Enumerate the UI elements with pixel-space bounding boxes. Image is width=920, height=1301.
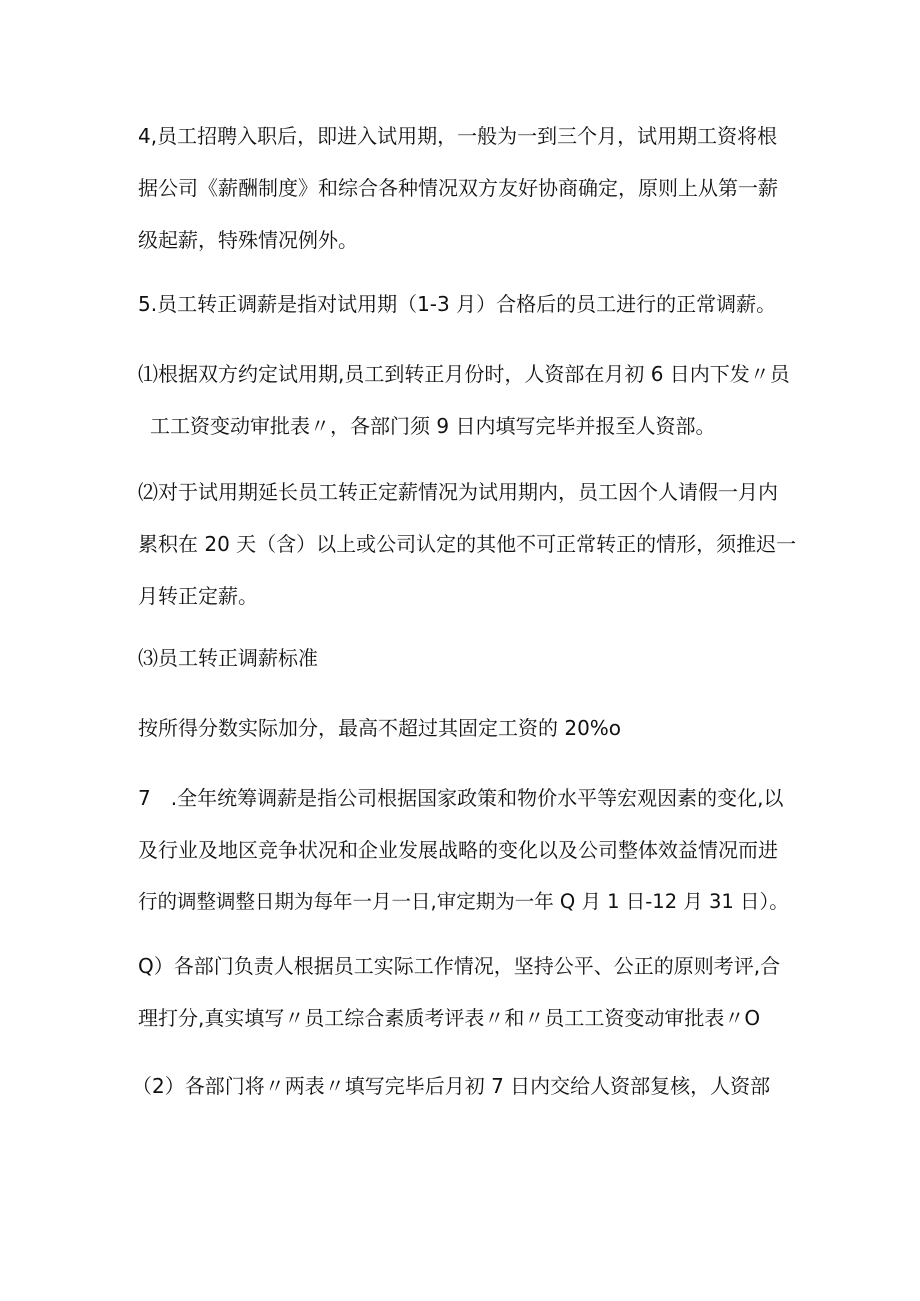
paragraph-score: [138, 702, 798, 754]
text-line: 4,员工招聘入职后，即进入试用期，一般为一到三个月，试用期工资将根: [138, 124, 778, 148]
text-line: 7 .全年统筹调薪是指公司根据国家政策和物价水平等宏观因素的变化,以: [138, 786, 784, 810]
text-line: ⑴根据双方约定试用期,员工到转正月份时，人资部在月初 6 日内下发〃员: [138, 362, 790, 386]
text-line: 级起薪，特殊情况例外。: [138, 228, 358, 252]
text-line: 及行业及地区竞争状况和企业发展战略的变化以及公司整体效益情况而进: [138, 838, 778, 862]
paragraph-sub-2: [138, 466, 798, 622]
text-line: ⑵对于试用期延长员工转正定薪情况为试用期内，员工因个人请假一月内: [138, 480, 778, 504]
text-line: 月转正定薪。: [138, 584, 258, 608]
text-line: Q）各部门负责人根据员工实际工作情况，坚持公平、公正的原则考评,合: [138, 954, 781, 978]
paragraph-sub-q: [138, 940, 798, 1044]
text-line: 行的调整调整日期为每年一月一日,审定期为一年 Q 月 1 日-12 月 31 日）。: [138, 890, 789, 913]
paragraph-sub-2b: [132, 1060, 792, 1112]
paragraph-item-4: [138, 110, 798, 266]
paragraph-item-7: [138, 772, 798, 928]
text-line: 工工资变动审批表〃，各部门须 9 日内填写完毕并报至人资部。: [150, 414, 716, 438]
text-line: 据公司《薪酬制度》和综合各种情况双方友好协商确定，原则上从第一薪: [138, 176, 778, 200]
text-line: 按所得分数实际加分，最高不超过其固定工资的 20%o: [138, 716, 622, 740]
text-line: （2）各部门将〃两表〃填写完毕后月初 7 日内交给人资部复核，人资部: [132, 1074, 771, 1098]
text-line: 累积在 20 天（含）以上或公司认定的其他不可正常转正的情形，须推迟一: [138, 532, 797, 556]
paragraph-sub-1: [138, 348, 798, 452]
text-line: 理打分,真实填写〃员工综合素质考评表〃和〃员工工资变动审批表〃O: [138, 1006, 761, 1030]
text-line: ⑶员工转正调薪标准: [138, 646, 318, 670]
text-line: 5.员工转正调薪是指对试用期（1-3 月）合格后的员工进行的正常调薪。: [138, 292, 777, 316]
paragraph-item-5: [138, 278, 798, 330]
paragraph-sub-3: [138, 632, 798, 684]
